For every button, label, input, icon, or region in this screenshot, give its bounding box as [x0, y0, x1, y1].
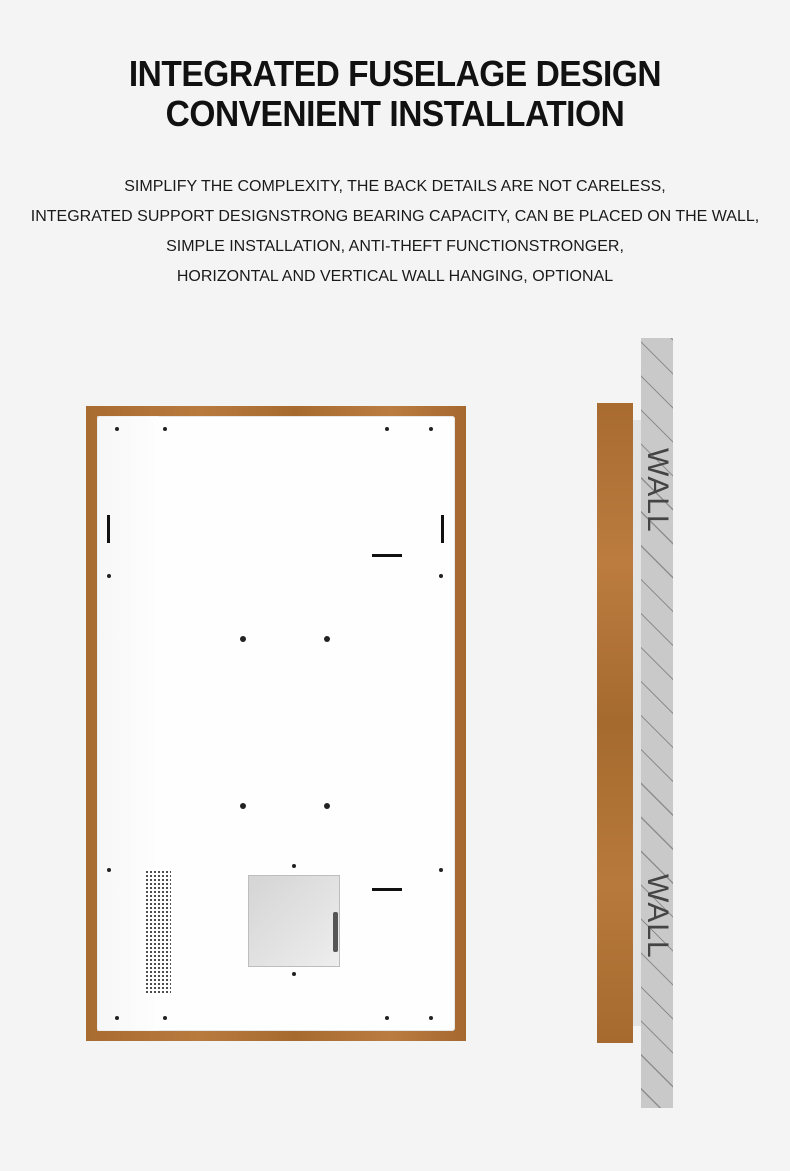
description-line: SIMPLE INSTALLATION, ANTI-THEFT FUNCTIONSTRONGER, [166, 238, 624, 255]
vesa-mount-hole [324, 803, 330, 809]
hanging-slot-horizontal [372, 554, 402, 557]
page-heading [28, 54, 763, 134]
wall-label: WALL [641, 873, 674, 959]
screw-hole [429, 1016, 433, 1020]
description-line: HORIZONTAL AND VERTICAL WALL HANGING, OPTIONAL [176, 268, 614, 285]
hanging-slot-horizontal [372, 888, 402, 891]
screw-hole [385, 1016, 389, 1020]
screw-hole [115, 1016, 119, 1020]
vesa-mount-hole [240, 636, 246, 642]
description [0, 172, 790, 292]
screw-hole [163, 1016, 167, 1020]
heading-line-1: INTEGRATED FUSELAGE DESIGN [128, 53, 662, 94]
screw-hole [292, 864, 296, 868]
heading-line-2: CONVENIENT INSTALLATION [165, 93, 625, 134]
screw-hole [385, 427, 389, 431]
vesa-mount-hole [240, 803, 246, 809]
speaker-grille [145, 870, 171, 995]
screw-hole [107, 574, 111, 578]
screw-hole [439, 868, 443, 872]
port-connector [333, 912, 338, 952]
screw-hole [292, 972, 296, 976]
screw-hole [107, 868, 111, 872]
description-line: INTEGRATED SUPPORT DESIGNSTRONG BEARING CAPACITY, CAN BE PLACED ON THE WALL, [30, 208, 760, 225]
hanging-slot-vertical [107, 515, 110, 543]
display-side-profile [597, 403, 633, 1043]
screw-hole [163, 427, 167, 431]
vesa-mount-hole [324, 636, 330, 642]
description-line: SIMPLIFY THE COMPLEXITY, THE BACK DETAILS ARE NOT CARELESS, [124, 178, 666, 195]
interface-port-cover [248, 875, 340, 967]
screw-hole [439, 574, 443, 578]
screw-hole [115, 427, 119, 431]
wall-label: WALL [641, 447, 674, 533]
hanging-slot-vertical [441, 515, 444, 543]
screw-hole [429, 427, 433, 431]
